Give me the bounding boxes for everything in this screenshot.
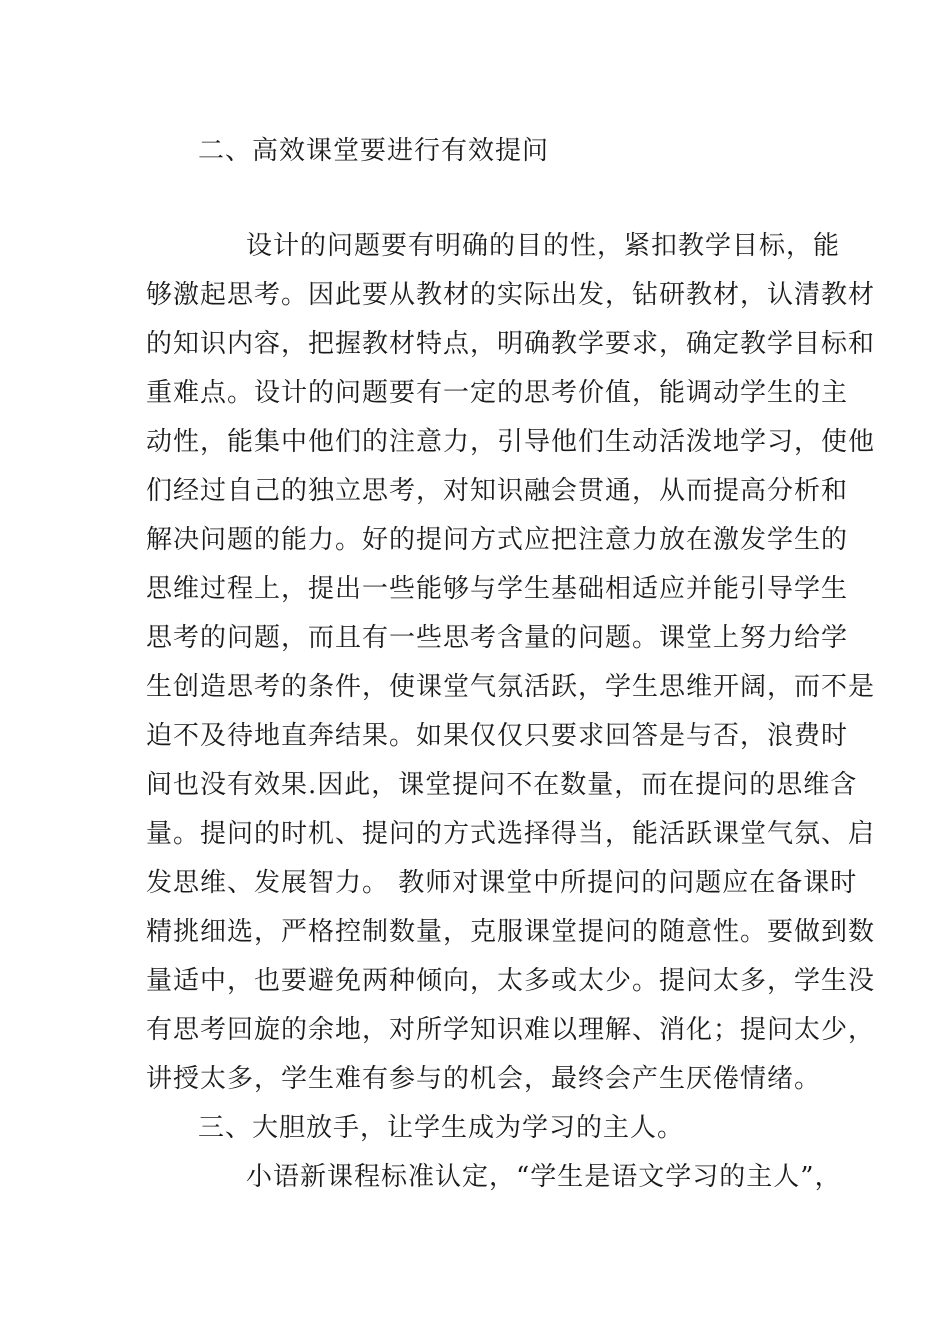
paragraph-line: 解决问题的能力。好的提问方式应把注意力放在激发学生的 [146, 525, 849, 555]
paragraph-line: 思维过程上，提出一些能够与学生基础相适应并能引导学生 [146, 574, 849, 604]
paragraph-line: 重难点。设计的问题要有一定的思考价值，能调动学生的主 [146, 378, 849, 408]
paragraph-line: 讲授太多，学生难有参与的机会，最终会产生厌倦情绪。 [146, 1064, 822, 1094]
paragraph-line: 生创造思考的条件，使课堂气氛活跃，学生思维开阔，而不是 [146, 672, 876, 702]
paragraph-line: 精挑细选，严格控制数量，克服课堂提问的随意性。要做到数 [146, 917, 876, 947]
paragraph-line: 设计的问题要有明确的目的性，紧扣教学目标，能 [246, 231, 841, 261]
paragraph-line: 发思维、发展智力。 教师对课堂中所提问的问题应在备课时 [146, 868, 858, 898]
paragraph-line: 们经过自己的独立思考，对知识融会贯通，从而提高分析和 [146, 476, 849, 506]
section-heading: 三、大胆放手，让学生成为学习的主人。 [198, 1113, 685, 1143]
section-heading: 二、高效课堂要进行有效提问 [198, 136, 550, 166]
paragraph-line: 量适中，也要避免两种倾向，太多或太少。提问太多，学生没 [146, 966, 876, 996]
paragraph-line: 小语新课程标准认定，“学生是语文学习的主人”， [246, 1162, 842, 1192]
paragraph-line: 动性，能集中他们的注意力，引导他们生动活泼地学习，使他 [146, 427, 876, 457]
paragraph-line: 间也没有效果.因此，课堂提问不在数量，而在提问的思维含 [146, 770, 858, 800]
paragraph-line: 迫不及待地直奔结果。如果仅仅只要求回答是与否，浪费时 [146, 721, 849, 751]
paragraph-line: 有思考回旋的余地，对所学知识难以理解、消化；提问太少， [146, 1015, 876, 1045]
paragraph-line: 的知识内容，把握教材特点，明确教学要求，确定教学目标和 [146, 329, 876, 359]
paragraph-line: 够激起思考。因此要从教材的实际出发，钻研教材，认清教材 [146, 280, 876, 310]
paragraph-line: 量。提问的时机、提问的方式选择得当，能活跃课堂气氛、启 [146, 819, 876, 849]
paragraph-line: 思考的问题，而且有一些思考含量的问题。课堂上努力给学 [146, 623, 849, 653]
